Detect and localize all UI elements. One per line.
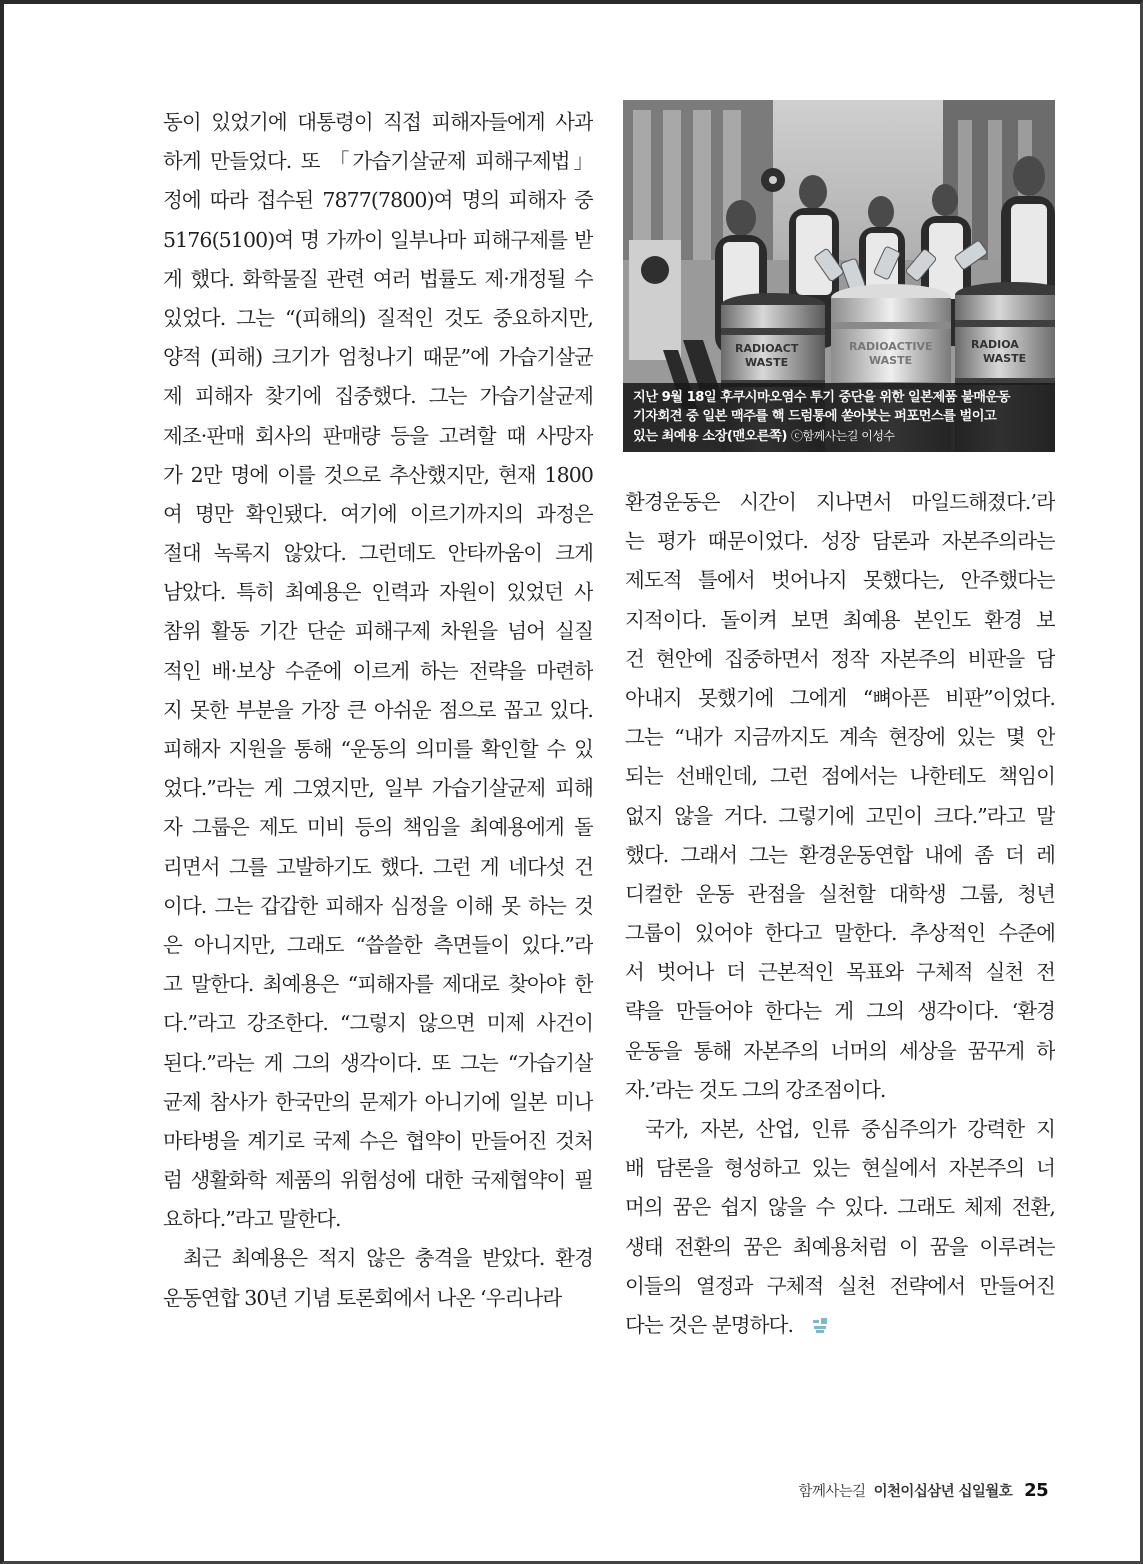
text-line: 고 말한다. 최예용은 “피해자를 제대로 찾아야 한 (163, 972, 593, 997)
text-line: 하게 만들었다. 또 「가습기살균제 피해구제법」 (163, 149, 593, 174)
text-line: 서 벗어나 더 근본적인 목표와 구체적 실천 전 (625, 960, 1055, 985)
text-line: 남았다. 특히 최예용은 인력과 자원이 있었던 사 (163, 580, 593, 605)
text-line: 운동연합 30년 기념 토론회에서 나온 ‘우리나라 (163, 1285, 562, 1310)
photo-credit: ⓒ함께사는길 이성수 (790, 428, 895, 443)
text-line: 지 못한 부분을 가장 큰 아쉬운 점으로 꼽고 있다. (163, 697, 593, 722)
text-line: 여 명만 확인됐다. 여기에 이르기까지의 과정은 (163, 501, 593, 526)
text-line: 요하다.”라고 말한다. (163, 1207, 341, 1232)
text-line: 피해자 지원을 통해 “운동의 의미를 확인할 수 있 (163, 737, 593, 761)
text-line: 제도적 틀에서 벗어나지 못했다는, 안주했다는 (625, 568, 1055, 593)
article-end-icon (809, 1314, 831, 1336)
drum-label: RADIOACT (735, 342, 799, 355)
text-line: 있었다. 그는 “(피해의) 질적인 것도 중요하지만, (163, 305, 593, 330)
text-line: 이다. 그는 갑갑한 피해자 심정을 이해 못 하는 것 (163, 893, 593, 918)
text-line: 건 현안에 집중하면서 정작 자본주의 비판을 담 (625, 646, 1055, 671)
text-line: 략을 만들어야 한다는 게 그의 생각이다. ‘환경 (625, 999, 1055, 1024)
photo-caption (623, 383, 1055, 453)
caption-line: 기자회견 중 일본 맥주를 핵 드럼통에 쏟아붓는 퍼포먼스를 벌이고 (633, 409, 997, 424)
text-line: 자 그룹은 제도 미비 등의 책임을 최예용에게 돌 (163, 815, 593, 840)
drum-label: WASTE (983, 352, 1027, 365)
text-line: 환경운동은 시간이 지나면서 마일드해졌다.’라 (625, 490, 1055, 514)
text-line: 다.”라고 강조한다. “그렇지 않으면 미제 사건이 (163, 1011, 593, 1036)
caption-text: 있는 최예용 소장(맨오른쪽) (633, 428, 787, 444)
text-line: 아내지 못했기에 그에게 “뼈아픈 비판”이었다. (625, 685, 1055, 710)
text-line: 지적이다. 돌이켜 보면 최예용 본인도 환경 보 (625, 607, 1055, 632)
text-line: 럼 생활화학 제품의 위험성에 대한 국제협약이 필 (163, 1168, 593, 1193)
magazine-name: 함께사는길 (798, 1484, 866, 1500)
text-line: 은 아니지만, 그래도 “씁쓸한 측면들이 있다.”라 (163, 932, 593, 957)
text-line: 다는 것은 분명하다. (625, 1312, 794, 1337)
text-line: 참위 활동 기간 단순 피해구제 차원을 넘어 실질 (163, 619, 593, 644)
page-footer (799, 1480, 1048, 1501)
text-line: 양적 (피해) 크기가 엄청나기 때문”에 가습기살균 (163, 345, 593, 370)
page-number: 25 (1024, 1480, 1048, 1501)
text-line: 가 2만 명에 이를 것으로 추산했지만, 현재 1800 (163, 462, 593, 487)
text-line: 그는 “내가 지금까지도 계속 현장에 있는 몇 안 (625, 725, 1055, 750)
text-line: 적인 배·보상 수준에 이르게 하는 전략을 마련하 (163, 658, 593, 683)
text-line: 마타병을 계기로 국제 수은 협약이 만들어진 것처 (163, 1128, 593, 1153)
drum-label: RADIOA (971, 338, 1019, 351)
text-line: 디컬한 운동 관점을 실천할 대학생 그룹, 청년 (625, 881, 1055, 906)
issue-label: 이천이십삼년 십일월호 (873, 1484, 1013, 1500)
text-line: 자.’라는 것도 그의 강조점이다. (625, 1077, 886, 1102)
text-line: 는 평가 때문이었다. 성장 담론과 자본주의라는 (625, 529, 1055, 554)
text-line: 5176(5100)여 명 가까이 일부나마 피해구제를 받 (163, 227, 593, 252)
caption-line (633, 427, 1045, 447)
text-line: 리면서 그를 고발하기도 했다. 그런 게 네다섯 건 (163, 854, 593, 879)
text-line: 국가, 자본, 산업, 인류 중심주의가 강력한 지 (645, 1117, 1055, 1141)
text-line: 균제 참사가 한국만의 문제가 아니기에 일본 미나 (163, 1089, 593, 1114)
text-line: 머의 꿈은 쉽지 않을 수 있다. 그래도 체제 전환, (625, 1195, 1055, 1220)
article-photo (623, 100, 1055, 452)
text-line: 제조·판매 회사의 판매량 등을 고려할 때 사망자 (163, 423, 593, 448)
text-line: 했다. 그래서 그는 환경운동연합 내에 좀 더 레 (625, 842, 1055, 867)
text-line: 없지 않을 거다. 그렇기에 고민이 크다.”라고 말 (625, 803, 1055, 828)
right-text-column (625, 483, 1055, 1345)
drum-label: WASTE (745, 356, 789, 369)
text-line: 되는 선배인데, 그런 점에서는 나한테도 책임이 (625, 764, 1055, 789)
text-line: 생태 전환의 꿈은 최예용처럼 이 꿈을 이루려는 (625, 1234, 1055, 1259)
text-line: 었다.”라는 게 그였지만, 일부 가습기살균제 피해 (163, 776, 593, 801)
text-line: 최근 최예용은 적지 않은 충격을 받았다. 환경 (183, 1246, 593, 1271)
text-line: 게 했다. 화학물질 관련 여러 법률도 제·개정될 수 (163, 266, 593, 291)
text-line: 동이 있었기에 대통령이 직접 피해자들에게 사과 (163, 110, 593, 134)
left-text-column (163, 103, 593, 1318)
text-line: 그룹이 있어야 한다고 말한다. 추상적인 수준에 (625, 921, 1055, 946)
text-line: 제 피해자 찾기에 집중했다. 그는 가습기살균제 (163, 384, 593, 409)
text-line: 이들의 열정과 구체적 실천 전략에서 만들어진 (625, 1273, 1055, 1298)
text-line: 정에 따라 접수된 7877(7800)여 명의 피해자 중 (163, 188, 593, 213)
text-line: 배 담론을 형성하고 있는 현실에서 자본주의 너 (625, 1156, 1055, 1181)
drum-label: WASTE (869, 354, 913, 367)
text-line: 된다.”라는 게 그의 생각이다. 또 그는 “가습기살 (163, 1050, 593, 1075)
caption-line: 지난 9월 18일 후쿠시마오염수 투기 중단을 위한 일본제품 불매운동 (633, 389, 1010, 405)
text-line: 운동을 통해 자본주의 너머의 세상을 꿈꾸게 하 (625, 1038, 1055, 1063)
drum-label: RADIOACTIVE (849, 340, 933, 353)
text-line: 절대 녹록지 않았다. 그런데도 안타까움이 크게 (163, 541, 593, 566)
